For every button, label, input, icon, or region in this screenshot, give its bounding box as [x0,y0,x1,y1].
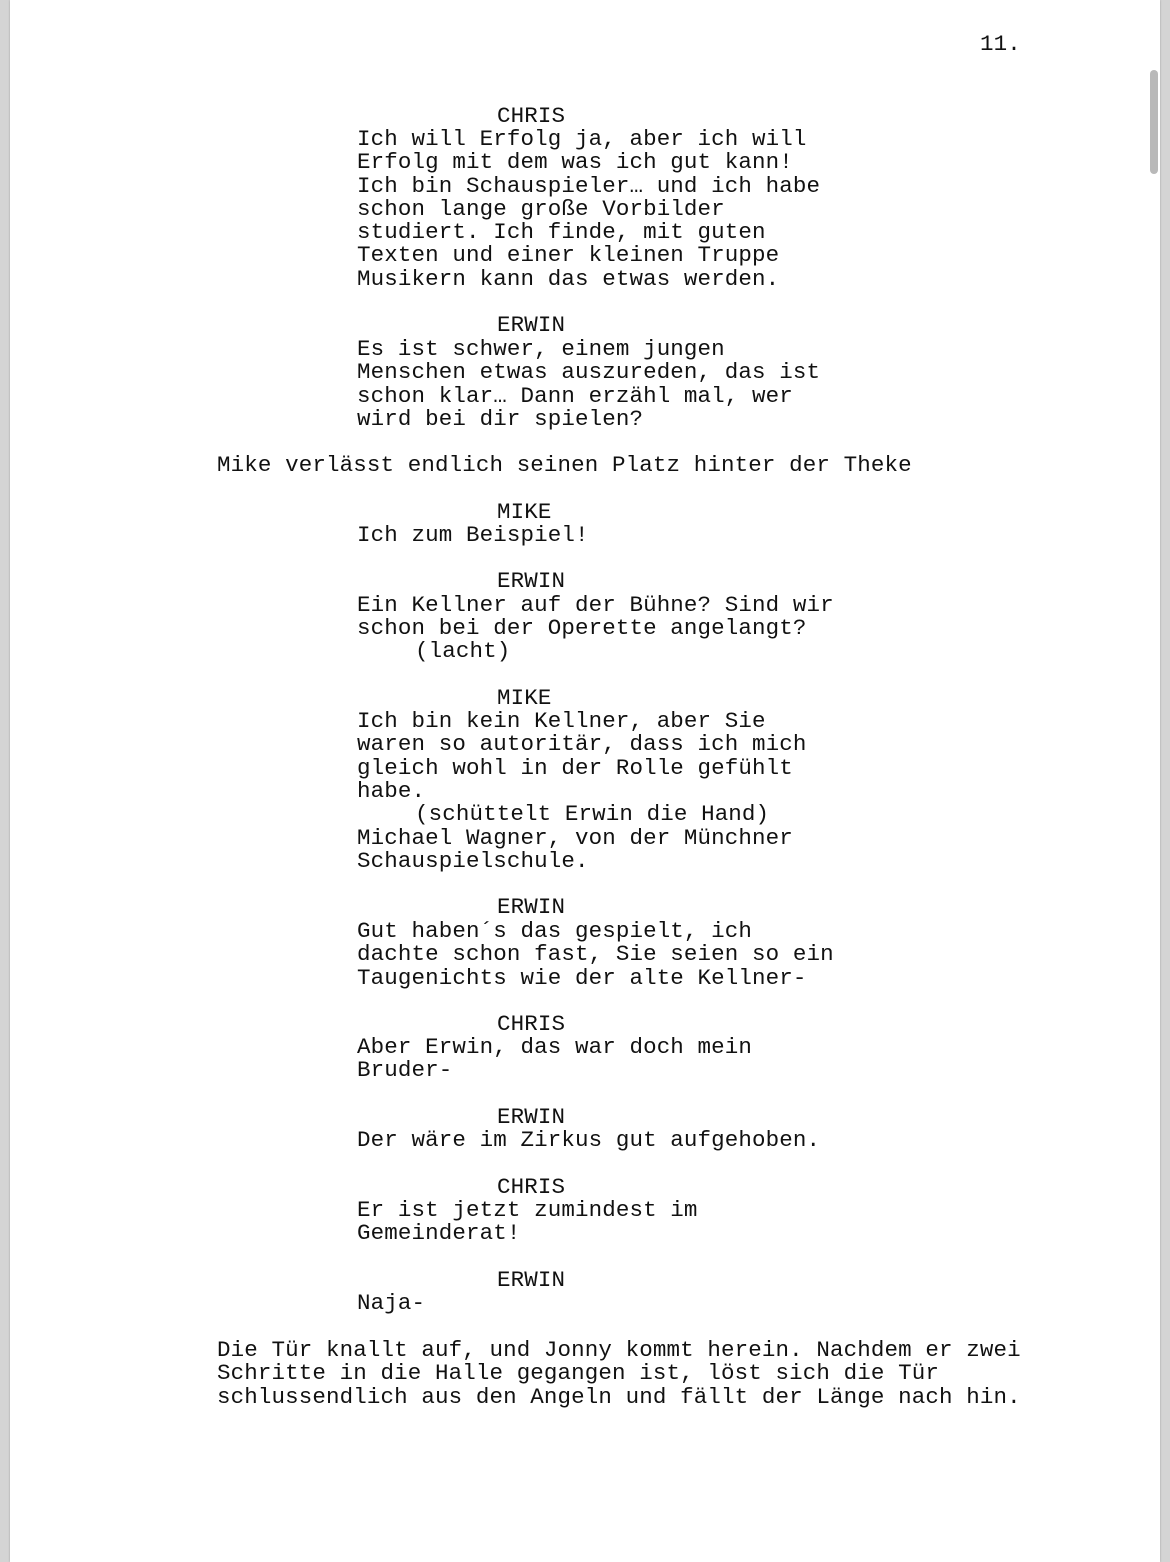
dialogue: Ich will Erfolg ja, aber ich will Erfolg mit dem was ich gut kann! Ich bin Schauspieler… und ich habe schon lange große Vorbilder studiert. Ich finde, mit guten Texten und einer kleinen Truppe Musikern kann das etwas werden. [357,126,821,292]
character-name: MIKE [497,499,552,525]
dialogue: Michael Wagner, von der Münchner Schauspielschule. [357,825,793,875]
dialogue: Ein Kellner auf der Bühne? Sind wir schon bei der Operette angelangt? [357,592,834,642]
dialogue: Der wäre im Zirkus gut aufgehoben. [357,1127,821,1153]
character-name: CHRIS [497,1011,566,1037]
dialogue: Gut haben´s das gespielt, ich dachte schon fast, Sie seien so ein Taugenichts wie der alte Kellner- [357,918,834,991]
character-name: ERWIN [497,894,566,920]
character-name: MIKE [497,685,552,711]
script-page [10,0,1160,1562]
character-name: CHRIS [497,103,566,129]
action-line: Mike verlässt endlich seinen Platz hinter der Theke [217,452,912,478]
character-name: ERWIN [497,1104,566,1130]
character-name: CHRIS [497,1174,566,1200]
dialogue: Es ist schwer, einem jungen Menschen etwas auszureden, das ist schon klar… Dann erzähl mal, wer wird bei dir spielen? [357,336,821,432]
parenthetical: (lacht) [415,638,511,664]
page-number: 11. [980,31,1021,57]
character-name: ERWIN [497,568,566,594]
character-name: ERWIN [497,312,566,338]
parenthetical: (schüttelt Erwin die Hand) [415,801,770,827]
action-line: Die Tür knallt auf, und Jonny kommt herein. Nachdem er zwei Schritte in die Halle gegangen ist, löst sich die Tür schlussendlich aus den Angeln und fällt der Länge nach hin. [217,1337,1021,1410]
dialogue: Er ist jetzt zumindest im Gemeinderat! [357,1197,698,1247]
dialogue: Aber Erwin, das war doch mein Bruder- [357,1034,753,1084]
vertical-scrollbar-thumb[interactable] [1150,70,1158,174]
dialogue: Ich bin kein Kellner, aber Sie waren so autoritär, dass ich mich gleich wohl in der Rolle gefühlt habe. [357,708,807,804]
dialogue: Naja- [357,1290,426,1316]
character-name: ERWIN [497,1267,566,1293]
dialogue: Ich zum Beispiel! [357,522,589,548]
